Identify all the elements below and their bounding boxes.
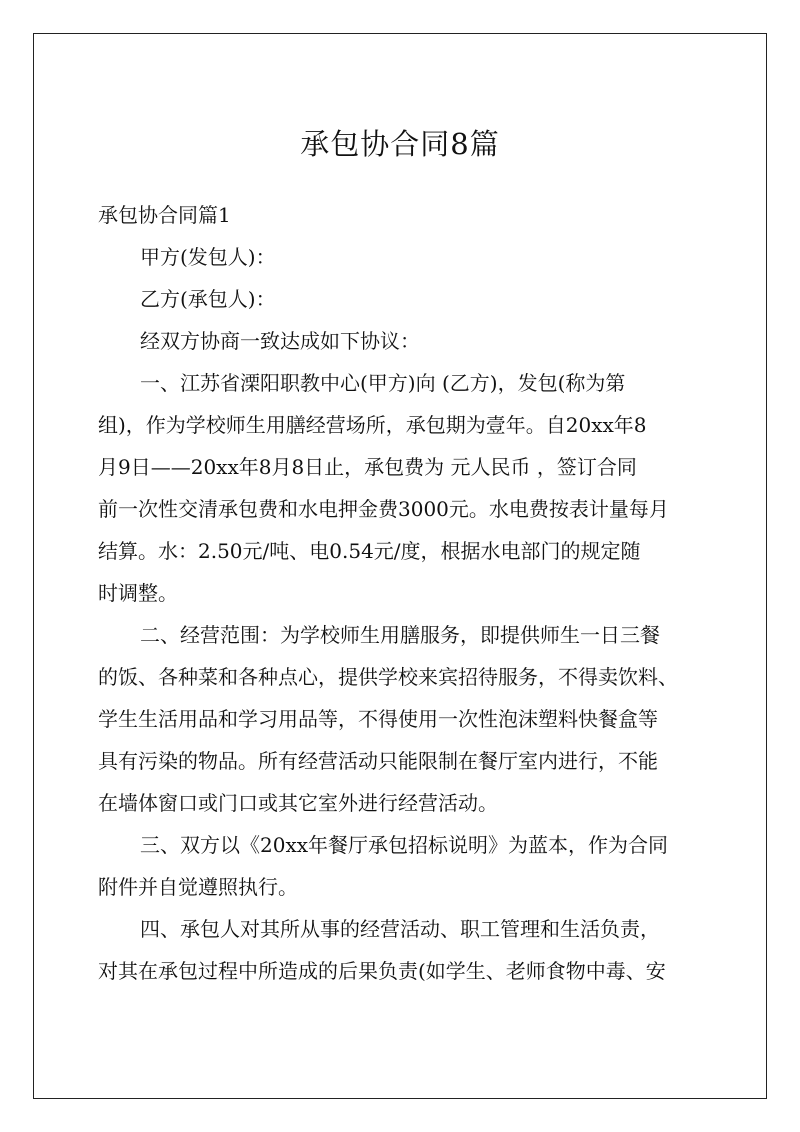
clause-2-line-2: 的饭、各种菜和各种点心，提供学校来宾招待服务，不得卖饮料、: [98, 665, 678, 689]
clause-2-line-3: 学生生活用品和学习用品等，不得使用一次性泡沫塑料快餐盒等: [98, 707, 658, 731]
clause-1-line-4: 前一次性交清承包费和水电押金费3000元。水电费按表计量每月: [98, 497, 669, 521]
clause-2-line-1: 二、经营范围：为学校师生用膳服务，即提供师生一日三餐: [140, 623, 660, 647]
agreement-intro-line: 经双方协商一致达成如下协议：: [140, 329, 420, 353]
clause-3-line-1: 三、双方以《20xx年餐厅承包招标说明》为蓝本，作为合同: [140, 833, 669, 857]
party-a-line: 甲方(发包人)：: [140, 245, 276, 269]
section-heading: 承包协合同篇1: [98, 203, 231, 227]
clause-1-line-3: 月9日——20xx年8月8日止，承包费为 元人民币 ，签订合同: [98, 455, 637, 479]
clause-1-line-5: 结算。水：2.50元/吨、电0.54元/度，根据水电部门的规定随: [98, 539, 641, 563]
clause-2-line-5: 在墙体窗口或门口或其它室外进行经营活动。: [98, 791, 498, 815]
document-title: 承包协合同8篇: [300, 127, 500, 161]
clause-4-line-2: 对其在承包过程中所造成的后果负责(如学生、老师食物中毒、安: [98, 959, 666, 983]
clause-4-line-1: 四、承包人对其所从事的经营活动、职工管理和生活负责，: [140, 917, 660, 941]
clause-1-line-1: 一、江苏省溧阳职教中心(甲方)向 (乙方)，发包(称为第: [140, 371, 626, 395]
clause-1-line-2: 组)，作为学校师生用膳经营场所，承包期为壹年。自20xx年8: [98, 413, 647, 437]
clause-2-line-4: 具有污染的物品。所有经营活动只能限制在餐厅室内进行，不能: [98, 749, 658, 773]
clause-1-line-6: 时调整。: [98, 581, 178, 605]
party-b-line: 乙方(承包人)：: [140, 287, 276, 311]
clause-3-line-2: 附件并自觉遵照执行。: [98, 875, 298, 899]
